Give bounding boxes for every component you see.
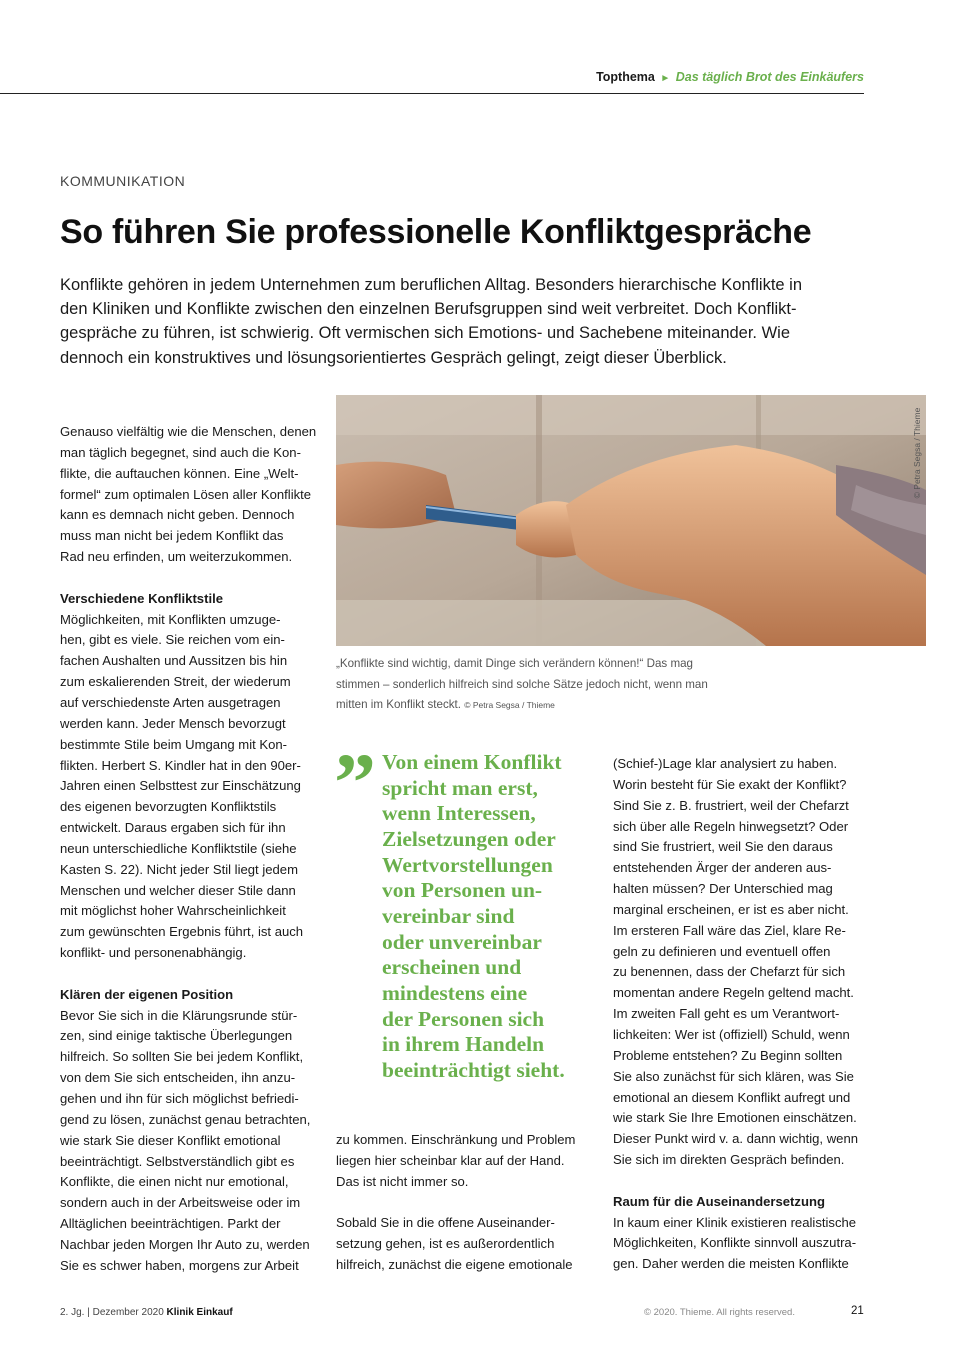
photo-credit xyxy=(911,405,923,500)
body-paragraph xyxy=(336,1213,591,1276)
text-line: lichkeiten: Wer ist (offiziell) Schuld, wenn xyxy=(613,1026,850,1042)
text-line: Das ist nicht immer so. xyxy=(336,1173,469,1189)
text-line: beeinträchtigt. Selbstverständlich gibt es xyxy=(60,1153,295,1169)
article-lead xyxy=(60,273,850,370)
quote-line: oder unvereinbar xyxy=(382,929,542,954)
text-line: sind Sie frustriert, weil Sie den daraus xyxy=(613,839,833,855)
text-line: werden kann. Jeder Mensch bevorzugt xyxy=(60,715,286,731)
quote-line: erscheinen und xyxy=(382,955,522,980)
text-line: setzung gehen, ist es außerordentlich xyxy=(336,1236,555,1252)
footer-issue-text: 2. Jg. | Dezember 2020 xyxy=(60,1307,164,1318)
text-line: mit möglichst hoher Wahrscheinlichkeit xyxy=(60,903,286,919)
section-heading: Raum für die Auseinandersetzung xyxy=(613,1193,825,1209)
page-number: 21 xyxy=(851,1305,864,1317)
text-line: man täglich begegnet, sind auch die Kon- xyxy=(60,444,301,460)
caption-line: „Konflikte sind wichtig, damit Dinge sich verändern können!“ Das mag xyxy=(336,657,694,670)
quote-line: in ihrem Handeln xyxy=(382,1032,545,1057)
text-line: Genauso vielfältig wie die Menschen, denen xyxy=(60,424,317,439)
text-line: Dieser Punkt wird v. a. dann wichtig, wenn xyxy=(613,1131,859,1147)
text-line: Sie sich im direkten Gespräch befinden. xyxy=(613,1152,845,1168)
quote-line: spricht man erst, xyxy=(382,775,538,800)
text-line: auf verschiedenste Arten ausgetragen xyxy=(60,694,281,710)
header-topic: Das täglich Brot des Einkäufers xyxy=(675,70,864,84)
text-line: Menschen und welcher dieser Stile dann xyxy=(60,882,296,898)
body-paragraph xyxy=(336,1130,591,1193)
text-line: (Schief-)Lage klar analysiert zu haben. xyxy=(613,756,838,771)
text-line: Sind Sie z. B. frustriert, weil der Chefarzt xyxy=(613,797,849,813)
body-paragraph xyxy=(60,1006,310,1277)
quote-line: beeinträchtigt sieht. xyxy=(382,1057,565,1082)
text-line: neun unterschiedliche Konfliktstile (siehe xyxy=(60,840,297,856)
text-line: geln zu definieren und eventuell offen xyxy=(613,943,831,959)
text-column-3 xyxy=(613,754,865,1275)
section-heading: Verschiedene Konfliktstile xyxy=(60,590,224,606)
text-line: halten müssen? Der Unterschied mag xyxy=(613,881,833,897)
text-line: hen, gibt es viele. Sie reichen vom ein- xyxy=(60,632,285,648)
text-line: marginal erscheinen, er ist es aber nicht. xyxy=(613,901,849,917)
text-line: gen. Daher werden die meisten Konflikte xyxy=(613,1256,849,1272)
quote-line: Von einem Konflikt xyxy=(382,750,562,774)
text-line: flikten. Herbert S. Kindler hat in den 90er- xyxy=(60,757,301,773)
text-line: Sobald Sie in die offene Auseinander- xyxy=(336,1215,555,1231)
text-line: momentan andere Regeln geltend macht. xyxy=(613,985,854,1001)
text-line: formel“ zum optimalen Lösen aller Konflikte xyxy=(60,486,312,502)
quote-line: wenn Interessen, xyxy=(382,801,536,826)
article-photo xyxy=(336,395,926,646)
lead-line: gespräche zu führen, ist schwierig. Oft vermischen sich Emotions- und Sachebene miteinander. Wie xyxy=(60,324,791,343)
text-line: Nachbar jeden Morgen Ihr Auto zu, werden xyxy=(60,1236,310,1252)
footer-issue xyxy=(60,1307,233,1318)
quote-line: der Personen sich xyxy=(382,1006,545,1031)
body-paragraph xyxy=(613,1213,865,1276)
text-line: emotional an diesem Konflikt aufregt und xyxy=(613,1089,851,1105)
text-line: zu benennen, dass der Chefarzt für sich xyxy=(613,964,846,980)
text-line: Möglichkeiten, Konflikte sinnvoll auszutra- xyxy=(613,1235,857,1251)
caption-credit: © Petra Segsa / Thieme xyxy=(464,700,555,710)
arrow-icon: ► xyxy=(660,73,671,84)
running-header-text xyxy=(596,70,864,84)
text-line: Sie es schwer haben, morgens zur Arbeit xyxy=(60,1257,299,1273)
intro-paragraph xyxy=(60,422,317,568)
footer-journal: Klinik Einkauf xyxy=(166,1307,233,1318)
text-line: kann es demnach nicht geben. Dennoch xyxy=(60,507,295,523)
running-header xyxy=(0,68,864,94)
text-line: Rad neu erfinden, um weiterzukommen. xyxy=(60,549,293,565)
text-line: Im zweiten Fall geht es um Verantwort- xyxy=(613,1006,840,1022)
quote-mark-icon: ” xyxy=(334,737,370,830)
article-kicker: KOMMUNIKATION xyxy=(60,173,186,189)
caption-line-text: mitten im Konflikt steckt. xyxy=(336,698,461,711)
text-line: muss man nicht bei jedem Konflikt das xyxy=(60,528,284,544)
quote-line: Zielsetzungen oder xyxy=(382,826,556,851)
text-line: des eigenen bevorzugten Konfliktstils xyxy=(60,799,277,815)
text-line: Alltäglichen beeinträchtigen. Parkt der xyxy=(60,1216,281,1232)
quote-line: von Personen un- xyxy=(382,878,543,903)
hands-pulling-pencil-illustration xyxy=(336,395,926,646)
footer-copyright: © 2020. Thieme. All rights reserved. xyxy=(644,1307,795,1318)
text-line: Im ersteren Fall wäre das Ziel, klare Re- xyxy=(613,922,846,938)
lead-line: Konflikte gehören in jedem Unternehmen zum beruflichen Alltag. Besonders hierarchische Konflikte in xyxy=(60,276,803,294)
text-line: hilfreich. So sollten Sie bei jedem Konflikt, xyxy=(60,1049,304,1065)
text-line: entwickelt. Daraus ergaben sich für ihn xyxy=(60,820,286,836)
photo-caption xyxy=(336,654,756,716)
text-line: sich über alle Regeln hinwegsetzt? Oder xyxy=(613,818,849,834)
text-line: gehen und ihn für sich möglichst befriedi- xyxy=(60,1091,299,1106)
text-line: bestimmte Stile beim Umgang mit Kon- xyxy=(60,736,288,752)
body-paragraph xyxy=(613,754,865,1171)
text-line: wie stark Sie dieser Konflikt emotional xyxy=(60,1132,281,1148)
article-title: So führen Sie professionelle Konfliktgespräche xyxy=(60,213,812,251)
photo-credit-text: © Petra Segsa / Thieme xyxy=(912,407,922,498)
quote-line: Wertvorstellungen xyxy=(382,852,553,877)
caption-line xyxy=(336,695,756,716)
lead-line: dennoch ein konstruktives und lösungsorientiertes Gespräch gelingt, zeigt dieser Überblick. xyxy=(60,348,727,367)
quote-line: vereinbar sind xyxy=(382,903,515,928)
lead-line: den Kliniken und Konflikte zwischen den einzelnen Berufsgruppen sind weit verbreitet. Doch Konflikt- xyxy=(60,300,797,319)
text-column-1 xyxy=(60,422,317,1277)
caption-line: stimmen – sonderlich hilfreich sind solche Sätze jedoch nicht, wenn man xyxy=(336,677,708,691)
text-line: von dem Sie sich entscheiden, ihn anzu- xyxy=(60,1070,296,1086)
text-line: zum gewünschten Ergebnis führt, ist auch xyxy=(60,924,304,940)
text-line: Jahren einen Selbsttest zur Einschätzung xyxy=(60,778,301,794)
text-line: Möglichkeiten, mit Konflikten umzuge- xyxy=(60,611,281,627)
text-line: zen, sind einige taktische Überlegungen xyxy=(60,1028,293,1044)
text-line: In kaum einer Klinik existieren realistische xyxy=(613,1214,857,1230)
text-line: Bevor Sie sich in die Klärungsrunde stür- xyxy=(60,1007,298,1023)
text-line: liegen hier scheinbar klar auf der Hand. xyxy=(336,1152,565,1168)
text-line: zu kommen. Einschränkung und Problem xyxy=(336,1132,576,1147)
text-line: Kasten S. 22). Nicht jeder Stil liegt jedem xyxy=(60,861,298,877)
header-section: Topthema xyxy=(596,70,655,84)
text-line: fachen Aushalten und Aussitzen bis hin xyxy=(60,653,288,669)
text-line: Konflikte, die einen nicht nur emotional, xyxy=(60,1174,289,1190)
text-column-2 xyxy=(336,1130,591,1276)
body-paragraph xyxy=(60,610,310,964)
section-heading: Klären der eigenen Position xyxy=(60,986,234,1002)
text-line: Probleme entstehen? Zu Beginn sollten xyxy=(613,1047,843,1063)
text-line: hilfreich, zunächst die eigene emotionale xyxy=(336,1257,573,1273)
text-line: gend zu lösen, zunächst genau betrachten, xyxy=(60,1111,311,1127)
quote-line: mindestens eine xyxy=(382,980,528,1005)
text-line: flikte, die auftauchen können. Eine „Welt- xyxy=(60,465,299,481)
text-line: konflikt- und personenabhängig. xyxy=(60,945,247,961)
text-line: entstehenden Ärger der anderen aus- xyxy=(613,860,832,876)
text-line: wie stark Sie Ihre Emotionen einschätzen. xyxy=(613,1110,857,1126)
text-line: sondern auch in der Arbeitsweise oder im xyxy=(60,1195,301,1211)
text-line: Sie also zunächst für sich klären, was Sie xyxy=(613,1068,854,1084)
text-line: Worin besteht für Sie exakt der Konflikt? xyxy=(613,776,847,792)
pull-quote xyxy=(382,750,597,1084)
text-line: zum eskalierenden Streit, der wiederum xyxy=(60,674,291,690)
